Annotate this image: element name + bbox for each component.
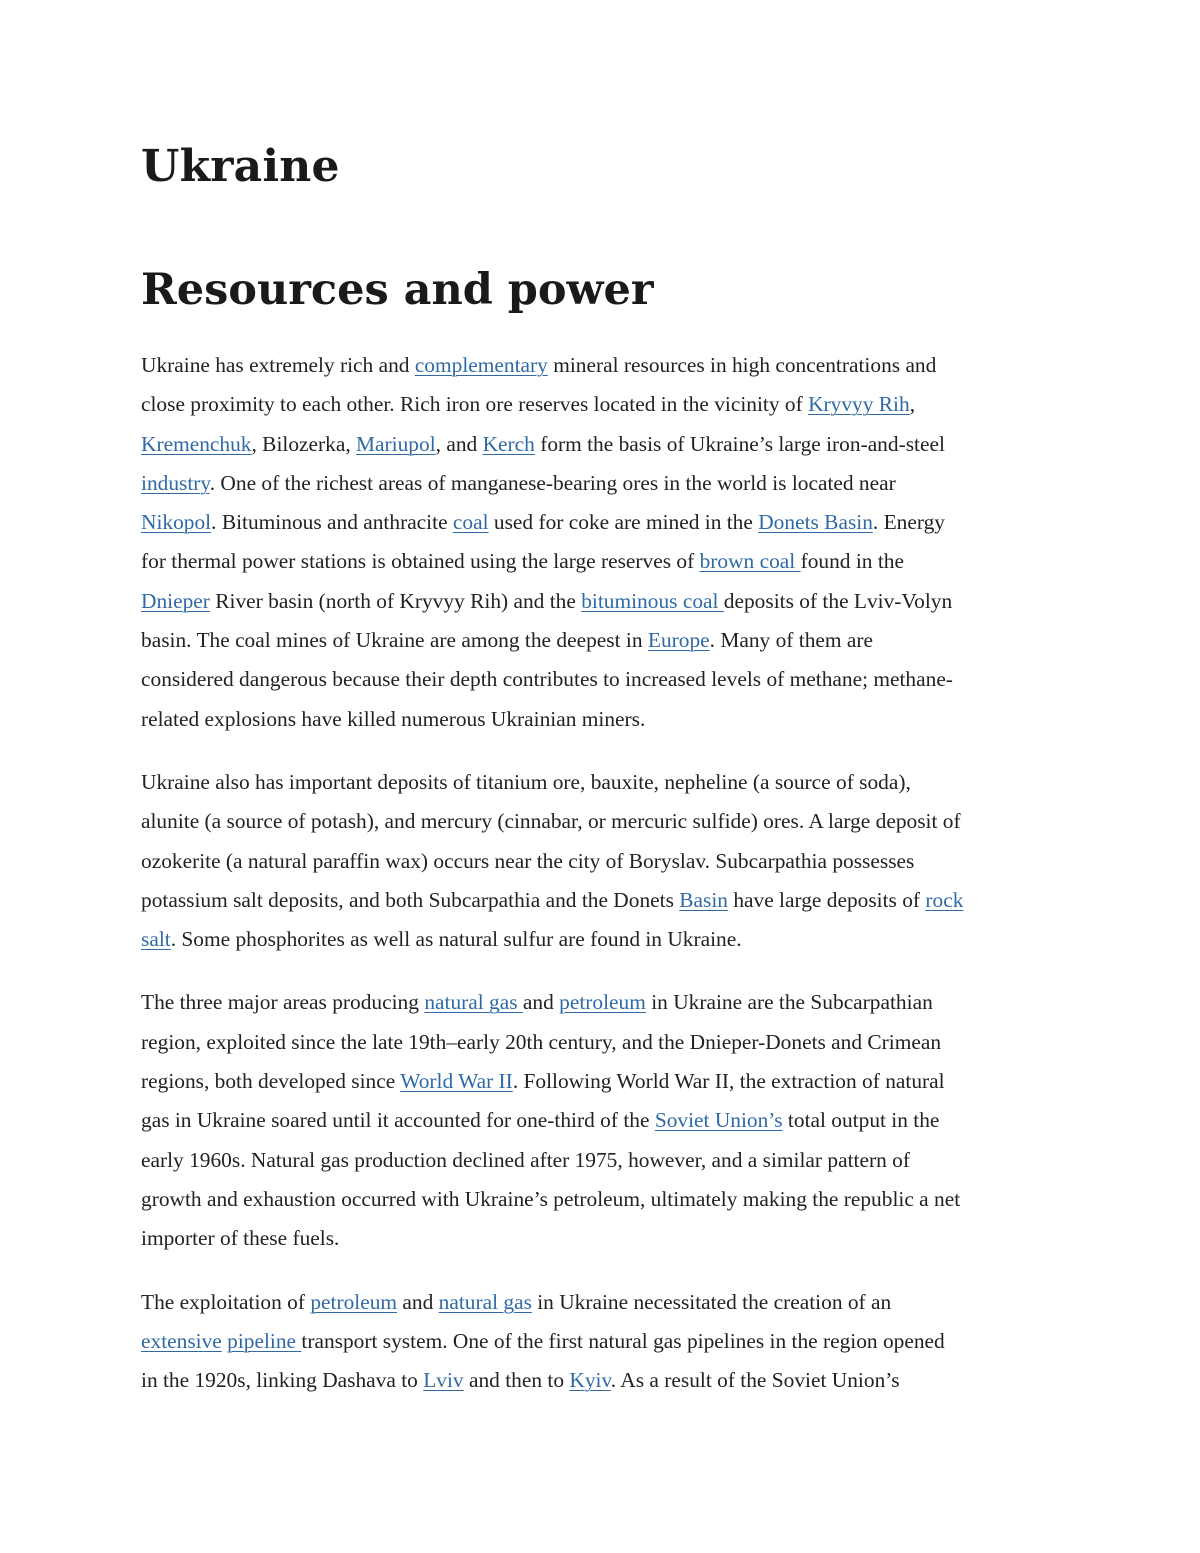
text-run: considered dangerous because their depth contributes to increased levels of methane; methane-	[141, 667, 953, 692]
text-run: mineral resources in high concentrations and	[547, 353, 937, 377]
text-line	[141, 763, 1066, 802]
text-run: Ukraine has extremely rich and	[141, 353, 415, 377]
text-run: . Bituminous and anthracite	[211, 510, 453, 535]
text-run: ,	[909, 392, 916, 417]
text-run: alunite (a source of potash), and mercury (cinnabar, or mercuric sulfide) ores. A large deposit of	[141, 809, 961, 834]
text-line	[141, 1219, 1066, 1258]
hyperlink[interactable]: Europe	[647, 628, 710, 653]
text-run: . Following World War II, the extraction of natural	[512, 1069, 945, 1094]
paragraph-1	[141, 346, 1066, 739]
hyperlink[interactable]: natural gas	[438, 1289, 532, 1314]
text-run: basin. The coal mines of Ukraine are among the deepest in	[141, 628, 648, 653]
text-run: . Energy	[872, 510, 945, 535]
hyperlink[interactable]: brown coal	[699, 549, 801, 574]
hyperlink[interactable]: Kryvyy Rih	[808, 392, 910, 417]
hyperlink[interactable]: Basin	[679, 887, 728, 912]
hyperlink[interactable]: coal	[452, 510, 489, 535]
text-line	[141, 1361, 1066, 1400]
text-line	[141, 582, 1066, 621]
text-run: importer of these fuels.	[141, 1226, 340, 1251]
text-line	[141, 1283, 1066, 1322]
hyperlink[interactable]: Kremenchuk	[141, 431, 252, 456]
text-run: have large deposits of	[727, 887, 926, 912]
text-line	[141, 1141, 1066, 1180]
text-run: . Many of them are	[709, 628, 874, 653]
text-line	[141, 346, 1066, 385]
text-run: and	[522, 990, 560, 1015]
text-run: used for coke are mined in the	[488, 510, 759, 535]
text-line	[141, 425, 1066, 464]
hyperlink[interactable]: Lviv	[423, 1368, 464, 1393]
text-run: region, exploited since the late 19th–early 20th century, and the Dnieper-Donets and Crimean	[141, 1029, 942, 1054]
text-run: and	[397, 1289, 439, 1314]
hyperlink[interactable]: World War II	[400, 1069, 513, 1094]
hyperlink[interactable]: pipeline	[227, 1328, 302, 1353]
text-run: gas in Ukraine soared until it accounted for one-third of the	[141, 1108, 655, 1133]
text-run: in Ukraine are the Subcarpathian	[645, 990, 933, 1015]
text-run: growth and exhaustion occurred with Ukraine’s petroleum, ultimately making the republic a net	[141, 1186, 961, 1211]
hyperlink[interactable]: salt	[141, 927, 171, 952]
text-run: . As a result of the Soviet Union’s	[610, 1368, 900, 1393]
text-line	[141, 1101, 1066, 1140]
text-run: potassium salt deposits, and both Subcarpathia and the Donets	[141, 887, 680, 912]
hyperlink[interactable]: bituminous coal	[581, 588, 724, 613]
hyperlink[interactable]: Nikopol	[141, 510, 212, 535]
hyperlink[interactable]: Kerch	[482, 431, 535, 456]
text-run: . One of the richest areas of manganese-bearing ores in the world is located near	[209, 470, 896, 495]
hyperlink[interactable]: petroleum	[310, 1289, 398, 1314]
text-run: in Ukraine necessitated the creation of an	[531, 1289, 892, 1314]
text-run: , and	[435, 431, 483, 456]
hyperlink[interactable]: Kyiv	[569, 1368, 611, 1393]
hyperlink[interactable]: natural gas	[424, 990, 523, 1015]
text-line	[141, 1023, 1066, 1062]
text-line	[141, 542, 1066, 581]
text-line	[141, 881, 1066, 920]
text-run: transport system. One of the first natural gas pipelines in the region opened	[301, 1328, 945, 1353]
paragraph-2	[141, 763, 1066, 959]
text-line	[141, 1180, 1066, 1219]
text-run: total output in the	[782, 1108, 940, 1133]
text-run: The exploitation of	[141, 1289, 311, 1314]
text-line	[141, 385, 1066, 424]
text-line	[141, 464, 1066, 503]
text-line	[141, 503, 1066, 542]
text-run: regions, both developed since	[141, 1069, 401, 1094]
text-line	[141, 842, 1066, 881]
text-line	[141, 621, 1066, 660]
paragraph-3	[141, 983, 1066, 1258]
text-run: Ukraine also has important deposits of titanium ore, bauxite, nepheline (a source of soda),	[141, 769, 911, 794]
text-line	[141, 660, 1066, 699]
text-run: . Some phosphorites as well as natural sulfur are found in Ukraine.	[170, 927, 742, 952]
text-run: and then to	[463, 1368, 570, 1393]
text-run: The three major areas producing	[141, 990, 425, 1015]
text-run: ozokerite (a natural paraffin wax) occurs near the city of Boryslav. Subcarpathia possesses	[141, 848, 915, 873]
hyperlink[interactable]: rock	[925, 887, 964, 912]
text-run: River basin (north of Kryvyy Rih) and the	[209, 588, 582, 613]
text-run: for thermal power stations is obtained using the large reserves of	[141, 549, 700, 574]
hyperlink[interactable]: Mariupol	[356, 431, 436, 456]
hyperlink[interactable]: petroleum	[559, 990, 646, 1015]
text-line	[141, 802, 1066, 841]
text-line	[141, 920, 1066, 959]
text-run: in the 1920s, linking Dashava to	[141, 1368, 424, 1393]
text-run: related explosions have killed numerous Ukrainian miners.	[141, 706, 646, 731]
text-run: early 1960s. Natural gas production declined after 1975, however, and a similar pattern of	[141, 1147, 910, 1172]
hyperlink[interactable]: Donets Basin	[758, 510, 873, 535]
paragraph-4	[141, 1283, 1066, 1401]
text-run: found in the	[800, 549, 904, 574]
hyperlink[interactable]: Dnieper	[141, 588, 210, 613]
hyperlink[interactable]: Soviet Union’s	[654, 1108, 783, 1133]
text-run: deposits of the Lviv-Volyn	[723, 588, 953, 613]
article-body	[141, 346, 1066, 1424]
text-run: form the basis of Ukraine’s large iron-and-steel	[534, 431, 945, 456]
text-line	[141, 1322, 1066, 1361]
section-heading: Resources and power	[141, 265, 654, 315]
hyperlink[interactable]: complementary	[414, 353, 548, 377]
hyperlink[interactable]: extensive	[141, 1328, 222, 1353]
text-run: close proximity to each other. Rich iron ore reserves located in the vicinity of	[141, 392, 809, 417]
hyperlink[interactable]: industry	[141, 470, 210, 495]
text-line	[141, 983, 1066, 1022]
text-line	[141, 1062, 1066, 1101]
text-line	[141, 700, 1066, 739]
text-run: , Bilozerka,	[251, 431, 357, 456]
document-title: Ukraine	[141, 141, 340, 192]
